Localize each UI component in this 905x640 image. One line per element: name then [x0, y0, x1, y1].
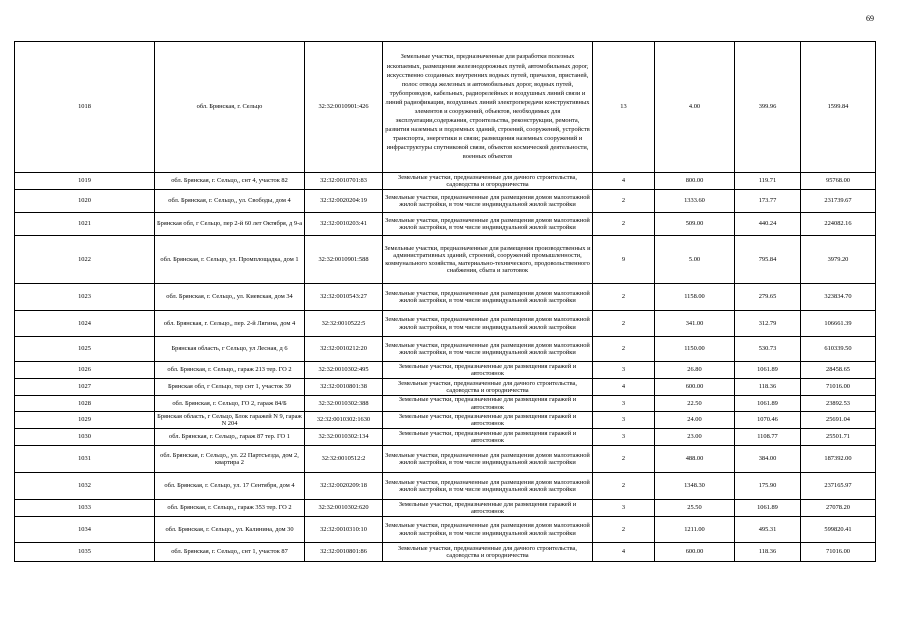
table-row — [15, 42, 876, 173]
cell-land-purpose: Земельные участки, предназначенные для размещения домов малоэтажной жилой застройки, в том числе индивидуальной жилой застройки — [383, 190, 593, 213]
cell-cadastral-number: 32:32:0010302:134 — [305, 429, 383, 446]
cell-area: 4.00 — [655, 42, 735, 173]
cell-group: 3 — [593, 412, 655, 429]
cell-cadastral-value: 224082.16 — [801, 213, 876, 236]
cell-cadastral-value: 231739.67 — [801, 190, 876, 213]
cell-land-purpose: Земельные участки, предназначенные для размещения производственных и административных зданий, строений, сооружений промышленности, коммунального хозяйства, материально-технического, продовольственного снабжения, сбыта и заготовок — [383, 236, 593, 284]
cell-cadastral-number: 32:32:0010302:620 — [305, 500, 383, 517]
cell-specific-value: 312.79 — [735, 311, 801, 337]
cell-group: 2 — [593, 337, 655, 362]
table-body — [15, 42, 876, 562]
cell-address: обл. Брянская, г. Сельцо,, гараж 213 тер. ГО 2 — [155, 362, 305, 379]
cell-land-purpose: Земельные участки, предназначенные для дачного строительства, садоводства и огородничества — [383, 173, 593, 190]
cell-cadastral-number: 32:32:0010543:27 — [305, 284, 383, 311]
cell-address: обл. Брянская, г. Сельцо,, ул. Свободы, дом 4 — [155, 190, 305, 213]
cell-number: 1020 — [15, 190, 155, 213]
cell-area: 1211.00 — [655, 517, 735, 543]
cell-land-purpose: Земельные участки, предназначенные для размещения домов малоэтажной жилой застройки, в том числе индивидуальной жилой застройки — [383, 311, 593, 337]
cell-area: 25.50 — [655, 500, 735, 517]
cell-address: Брянская область, г Сельцо, ул Лесная, д 6 — [155, 337, 305, 362]
cell-area: 488.00 — [655, 446, 735, 473]
cell-address: обл. Брянская, г. Сельцо,, ул. Калинина, дом 30 — [155, 517, 305, 543]
cell-address: обл. Брянская, г. Сельцо,, ул. Киевская, дом 34 — [155, 284, 305, 311]
cell-cadastral-number: 32:32:0010302:495 — [305, 362, 383, 379]
table-row — [15, 337, 876, 362]
table-row — [15, 543, 876, 562]
cell-group: 2 — [593, 190, 655, 213]
cell-address: обл. Брянская, г. Сельцо,, гараж 87 тер. ГО 1 — [155, 429, 305, 446]
cell-address: обл. Брянская, г. Сельцо, ГО 2, гараж 84/Б — [155, 396, 305, 412]
cell-cadastral-number: 32:32:0010801:38 — [305, 379, 383, 396]
cell-cadastral-value: 106661.39 — [801, 311, 876, 337]
cell-land-purpose: Земельные участки, предназначенные для размещения гаражей и автостоянок — [383, 500, 593, 517]
cell-area: 341.00 — [655, 311, 735, 337]
cell-area: 1158.00 — [655, 284, 735, 311]
cell-cadastral-value: 25501.71 — [801, 429, 876, 446]
cell-address: обл. Брянская, г. Сельцо,, снт 4, участок 82 — [155, 173, 305, 190]
cell-specific-value: 495.31 — [735, 517, 801, 543]
cell-specific-value: 118.36 — [735, 543, 801, 562]
cell-group: 9 — [593, 236, 655, 284]
cell-area: 5.00 — [655, 236, 735, 284]
cell-cadastral-value: 71016.00 — [801, 543, 876, 562]
cell-address: обл. Брянская, г. Сельцо,, снт 1, участок 87 — [155, 543, 305, 562]
cell-area: 24.00 — [655, 412, 735, 429]
cell-address: обл. Брянская, г. Сельцо,, гараж 353 тер. ГО 2 — [155, 500, 305, 517]
cell-land-purpose: Земельные участки, предназначенные для дачного строительства, садоводства и огородничества — [383, 543, 593, 562]
cell-specific-value: 173.77 — [735, 190, 801, 213]
cell-area: 600.00 — [655, 543, 735, 562]
cell-address: обл. Брянская, г. Сельцо,, пер. 2-й Лягина, дом 4 — [155, 311, 305, 337]
cell-cadastral-number: 32:32:0010310:10 — [305, 517, 383, 543]
cell-number: 1028 — [15, 396, 155, 412]
table-row — [15, 429, 876, 446]
cell-cadastral-value: 27078.20 — [801, 500, 876, 517]
table-row — [15, 190, 876, 213]
cell-land-purpose: Земельные участки, предназначенные для размещения гаражей и автостоянок — [383, 362, 593, 379]
cell-land-purpose: Земельные участки, предназначенные для размещения домов малоэтажной жилой застройки, в том числе индивидуальной жилой застройки — [383, 337, 593, 362]
cell-address: Брянская область, г Сельцо, Блок гаражей N 9, гараж N 204 — [155, 412, 305, 429]
cell-number: 1019 — [15, 173, 155, 190]
cell-cadastral-value: 237165.97 — [801, 473, 876, 500]
table-row — [15, 412, 876, 429]
cell-number: 1030 — [15, 429, 155, 446]
cell-number: 1025 — [15, 337, 155, 362]
cell-cadastral-number: 32:32:0010212:20 — [305, 337, 383, 362]
cell-land-purpose: Земельные участки, предназначенные для размещения гаражей и автостоянок — [383, 429, 593, 446]
table-row — [15, 362, 876, 379]
table-row — [15, 213, 876, 236]
cell-land-purpose: Земельные участки, предназначенные для дачного строительства, садоводства и огородничества — [383, 379, 593, 396]
cell-cadastral-number: 32:32:0010302:388 — [305, 396, 383, 412]
cell-land-purpose: Земельные участки, предназначенные для размещения гаражей и автостоянок — [383, 412, 593, 429]
cell-specific-value: 118.36 — [735, 379, 801, 396]
cell-area: 1348.30 — [655, 473, 735, 500]
cell-group: 2 — [593, 311, 655, 337]
cell-cadastral-value: 1599.84 — [801, 42, 876, 173]
cell-number: 1018 — [15, 42, 155, 173]
cell-cadastral-number: 32:32:0010901:426 — [305, 42, 383, 173]
cell-address: обл. Брянская, г. Сельцо,, ул. 22 Партсъезда, дом 2, квартира 2 — [155, 446, 305, 473]
cell-group: 4 — [593, 543, 655, 562]
cell-area: 23.00 — [655, 429, 735, 446]
cell-group: 3 — [593, 396, 655, 412]
table-row — [15, 473, 876, 500]
cell-address: обл. Брянская, г. Сельцо, ул. Промплощадка, дом 1 — [155, 236, 305, 284]
cell-area: 600.00 — [655, 379, 735, 396]
cell-address: обл. Брянская, г. Сельцо — [155, 42, 305, 173]
cell-area: 1150.00 — [655, 337, 735, 362]
cell-address: Брянская обл, г Сельцо, пер 2-й 60 лет Октября, д 9-а — [155, 213, 305, 236]
cell-cadastral-number: 32:32:0010901:588 — [305, 236, 383, 284]
cell-number: 1033 — [15, 500, 155, 517]
cell-cadastral-number: 32:32:0010701:83 — [305, 173, 383, 190]
cell-cadastral-value: 95768.00 — [801, 173, 876, 190]
cell-number: 1034 — [15, 517, 155, 543]
cell-group: 2 — [593, 446, 655, 473]
cell-group: 3 — [593, 429, 655, 446]
cell-specific-value: 1108.77 — [735, 429, 801, 446]
cell-group: 4 — [593, 173, 655, 190]
cell-number: 1022 — [15, 236, 155, 284]
cell-cadastral-value: 187392.00 — [801, 446, 876, 473]
cell-specific-value: 119.71 — [735, 173, 801, 190]
cell-area: 22.50 — [655, 396, 735, 412]
cell-cadastral-number: 32:32:0010801:86 — [305, 543, 383, 562]
cell-cadastral-value: 28458.65 — [801, 362, 876, 379]
cell-number: 1032 — [15, 473, 155, 500]
table-row — [15, 284, 876, 311]
cell-specific-value: 399.96 — [735, 42, 801, 173]
cell-address: обл. Брянская, г. Сельцо, ул. 17 Сентября, дом 4 — [155, 473, 305, 500]
table-row — [15, 311, 876, 337]
cell-land-purpose: Земельные участки, предназначенные для размещения домов малоэтажной жилой застройки, в том числе индивидуальной жилой застройки — [383, 517, 593, 543]
table-row — [15, 379, 876, 396]
cell-specific-value: 175.90 — [735, 473, 801, 500]
cell-cadastral-value: 3979.20 — [801, 236, 876, 284]
table-row — [15, 396, 876, 412]
cell-specific-value: 795.84 — [735, 236, 801, 284]
cell-group: 2 — [593, 473, 655, 500]
table-row — [15, 517, 876, 543]
cell-address: Брянская обл, г Сельцо, тер снт 1, участок 39 — [155, 379, 305, 396]
cell-land-purpose: Земельные участки, предназначенные для размещения домов малоэтажной жилой застройки, в том числе индивидуальной жилой застройки — [383, 284, 593, 311]
table-row — [15, 446, 876, 473]
cell-number: 1026 — [15, 362, 155, 379]
cell-specific-value: 440.24 — [735, 213, 801, 236]
cell-cadastral-value: 599820.41 — [801, 517, 876, 543]
cell-cadastral-value: 23892.53 — [801, 396, 876, 412]
cell-cadastral-value: 25691.04 — [801, 412, 876, 429]
cell-cadastral-number: 32:32:0010203:41 — [305, 213, 383, 236]
cell-group: 3 — [593, 500, 655, 517]
cell-cadastral-value: 71016.00 — [801, 379, 876, 396]
cell-land-purpose: Земельные участки, предназначенные для размещения гаражей и автостоянок — [383, 396, 593, 412]
cell-number: 1035 — [15, 543, 155, 562]
cell-land-purpose: Земельные участки, предназначенные для размещения домов малоэтажной жилой застройки, в том числе индивидуальной жилой застройки — [383, 213, 593, 236]
table-row — [15, 236, 876, 284]
cell-group: 2 — [593, 517, 655, 543]
cell-cadastral-number: 32:32:0020204:19 — [305, 190, 383, 213]
cell-specific-value: 530.73 — [735, 337, 801, 362]
cell-specific-value: 1061.89 — [735, 396, 801, 412]
cell-area: 1333.60 — [655, 190, 735, 213]
cell-number: 1031 — [15, 446, 155, 473]
cell-number: 1021 — [15, 213, 155, 236]
cell-specific-value: 384.00 — [735, 446, 801, 473]
cell-cadastral-number: 32:32:0010512:2 — [305, 446, 383, 473]
table-row — [15, 173, 876, 190]
cell-number: 1027 — [15, 379, 155, 396]
table-row — [15, 500, 876, 517]
cell-cadastral-number: 32:32:0010302:1630 — [305, 412, 383, 429]
cell-group: 4 — [593, 379, 655, 396]
cell-area: 26.80 — [655, 362, 735, 379]
page-number: 69 — [866, 14, 874, 23]
cell-specific-value: 1061.89 — [735, 362, 801, 379]
cell-cadastral-number: 32:32:0010522:5 — [305, 311, 383, 337]
cell-land-purpose: Земельные участки, предназначенные для разработки полезных ископаемых, размещения железнодорожных путей, автомобильных дорог, искусственно созданных внутренних водных путей, причалов, пристаней, полос отвода железных и автомобильных дорог, водных путей, трубопроводов, кабельных, радиорелейных и воздушных линий связи и линий радиофикации, воздушных линий электропередачи конструктивных элементов и сооружений, объектов, необходимых для эксплуатации,содержания, строительства, реконструкции, ремонта, развития наземных и подземных зданий, строений, сооружений, устройств транспорта, энергетики и связи; размещения наземных сооружений и инфраструктуры спутниковой связи, объектов космической деятельности, военных объектов — [383, 42, 593, 173]
cell-group: 2 — [593, 284, 655, 311]
cell-specific-value: 1070.46 — [735, 412, 801, 429]
cell-group: 2 — [593, 213, 655, 236]
cell-number: 1029 — [15, 412, 155, 429]
cell-specific-value: 279.65 — [735, 284, 801, 311]
cell-group: 3 — [593, 362, 655, 379]
cell-area: 800.00 — [655, 173, 735, 190]
cell-land-purpose: Земельные участки, предназначенные для размещения домов малоэтажной жилой застройки, в том числе индивидуальной жилой застройки — [383, 473, 593, 500]
cell-group: 13 — [593, 42, 655, 173]
cell-number: 1023 — [15, 284, 155, 311]
cell-land-purpose: Земельные участки, предназначенные для размещения домов малоэтажной жилой застройки, в том числе индивидуальной жилой застройки — [383, 446, 593, 473]
cell-cadastral-value: 610339.50 — [801, 337, 876, 362]
land-plots-table — [14, 41, 876, 562]
cell-specific-value: 1061.89 — [735, 500, 801, 517]
cell-number: 1024 — [15, 311, 155, 337]
cell-cadastral-number: 32:32:0020209:18 — [305, 473, 383, 500]
cell-cadastral-value: 323834.70 — [801, 284, 876, 311]
cell-area: 509.00 — [655, 213, 735, 236]
